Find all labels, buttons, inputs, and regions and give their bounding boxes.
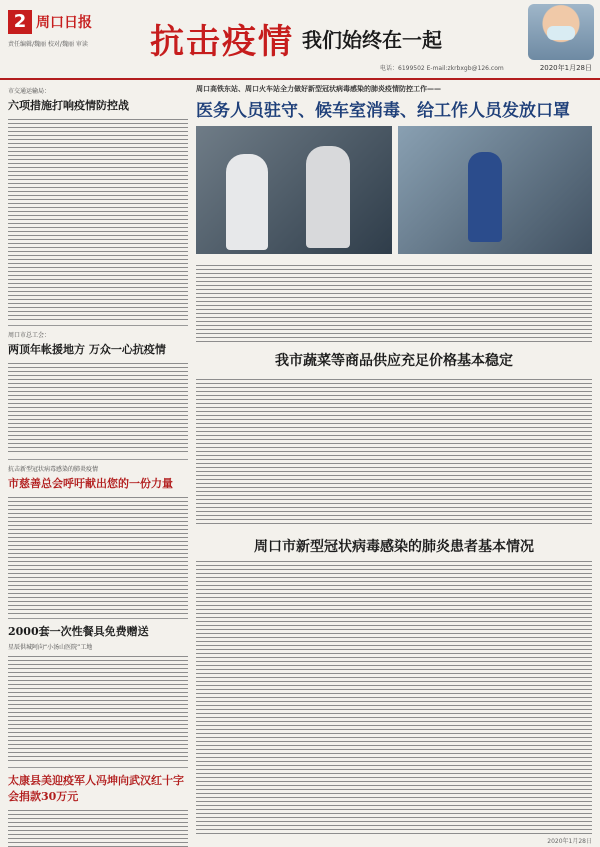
paper-name: 周口日报 [36,15,92,31]
photo-disinfection [398,126,592,254]
section-subtitle: 我们始终在一起 [302,28,442,52]
kicker: 抗击新型冠状病毒感染的肺炎疫情 [8,466,99,473]
article-text [8,807,188,847]
section-title: 抗击疫情 [150,22,294,62]
headline: 周口市新型冠状病毒感染的肺炎患者基本情况 [254,539,534,555]
figure [306,146,350,248]
right-column [196,84,592,840]
article-text [196,262,592,344]
contact-line: 电话：6199502 E-mail:zkrbxgb@126.com [380,65,504,72]
divider [8,459,188,460]
mask-photo [528,4,594,60]
article-text [196,558,592,834]
headline: 六项措施打响疫情防控战 [8,99,129,112]
photo-title: 医务人员驻守、候车室消毒、给工作人员发放口罩 [196,101,570,121]
article-text [8,116,188,321]
footer-date: 2020年1月28日 [547,838,592,845]
divider [8,618,188,619]
masthead [0,0,600,80]
divider [8,767,188,768]
subhead: 星辰供城阿向“小汤山医院”工地 [8,644,93,651]
issue-date: 2020年1月28日 [539,64,592,72]
headline: 2000套一次性餐具免费赠送 [8,625,149,638]
staff-line: 责任编辑/魏丽 校对/魏丽 审读 [8,41,88,48]
headline: 太康县美迎疫军人冯坤向武汉红十字会捐款30万元 [8,774,184,803]
figure [468,152,502,242]
photo-kicker: 周口高铁东站、周口火车站全力做好新型冠状病毒感染的肺炎疫情防控工作—— [196,85,441,93]
headline: 我市蔬菜等商品供应充足价格基本稳定 [275,353,513,369]
article-text [8,653,188,763]
divider [8,325,188,326]
kicker: 周口市总工会： [8,332,51,339]
photo-medical-staff [196,126,392,254]
page-number: 2 [8,10,32,34]
figure [226,154,268,250]
kicker: 市交通运输局： [8,88,51,95]
article-text [8,494,188,614]
article-text [8,360,188,455]
left-column [8,84,188,840]
headline: 市慈善总会呼吁献出您的一份力量 [8,477,173,490]
article-text [196,376,592,526]
headline: 两顶年帐援地方 万众一心抗疫情 [8,343,166,356]
